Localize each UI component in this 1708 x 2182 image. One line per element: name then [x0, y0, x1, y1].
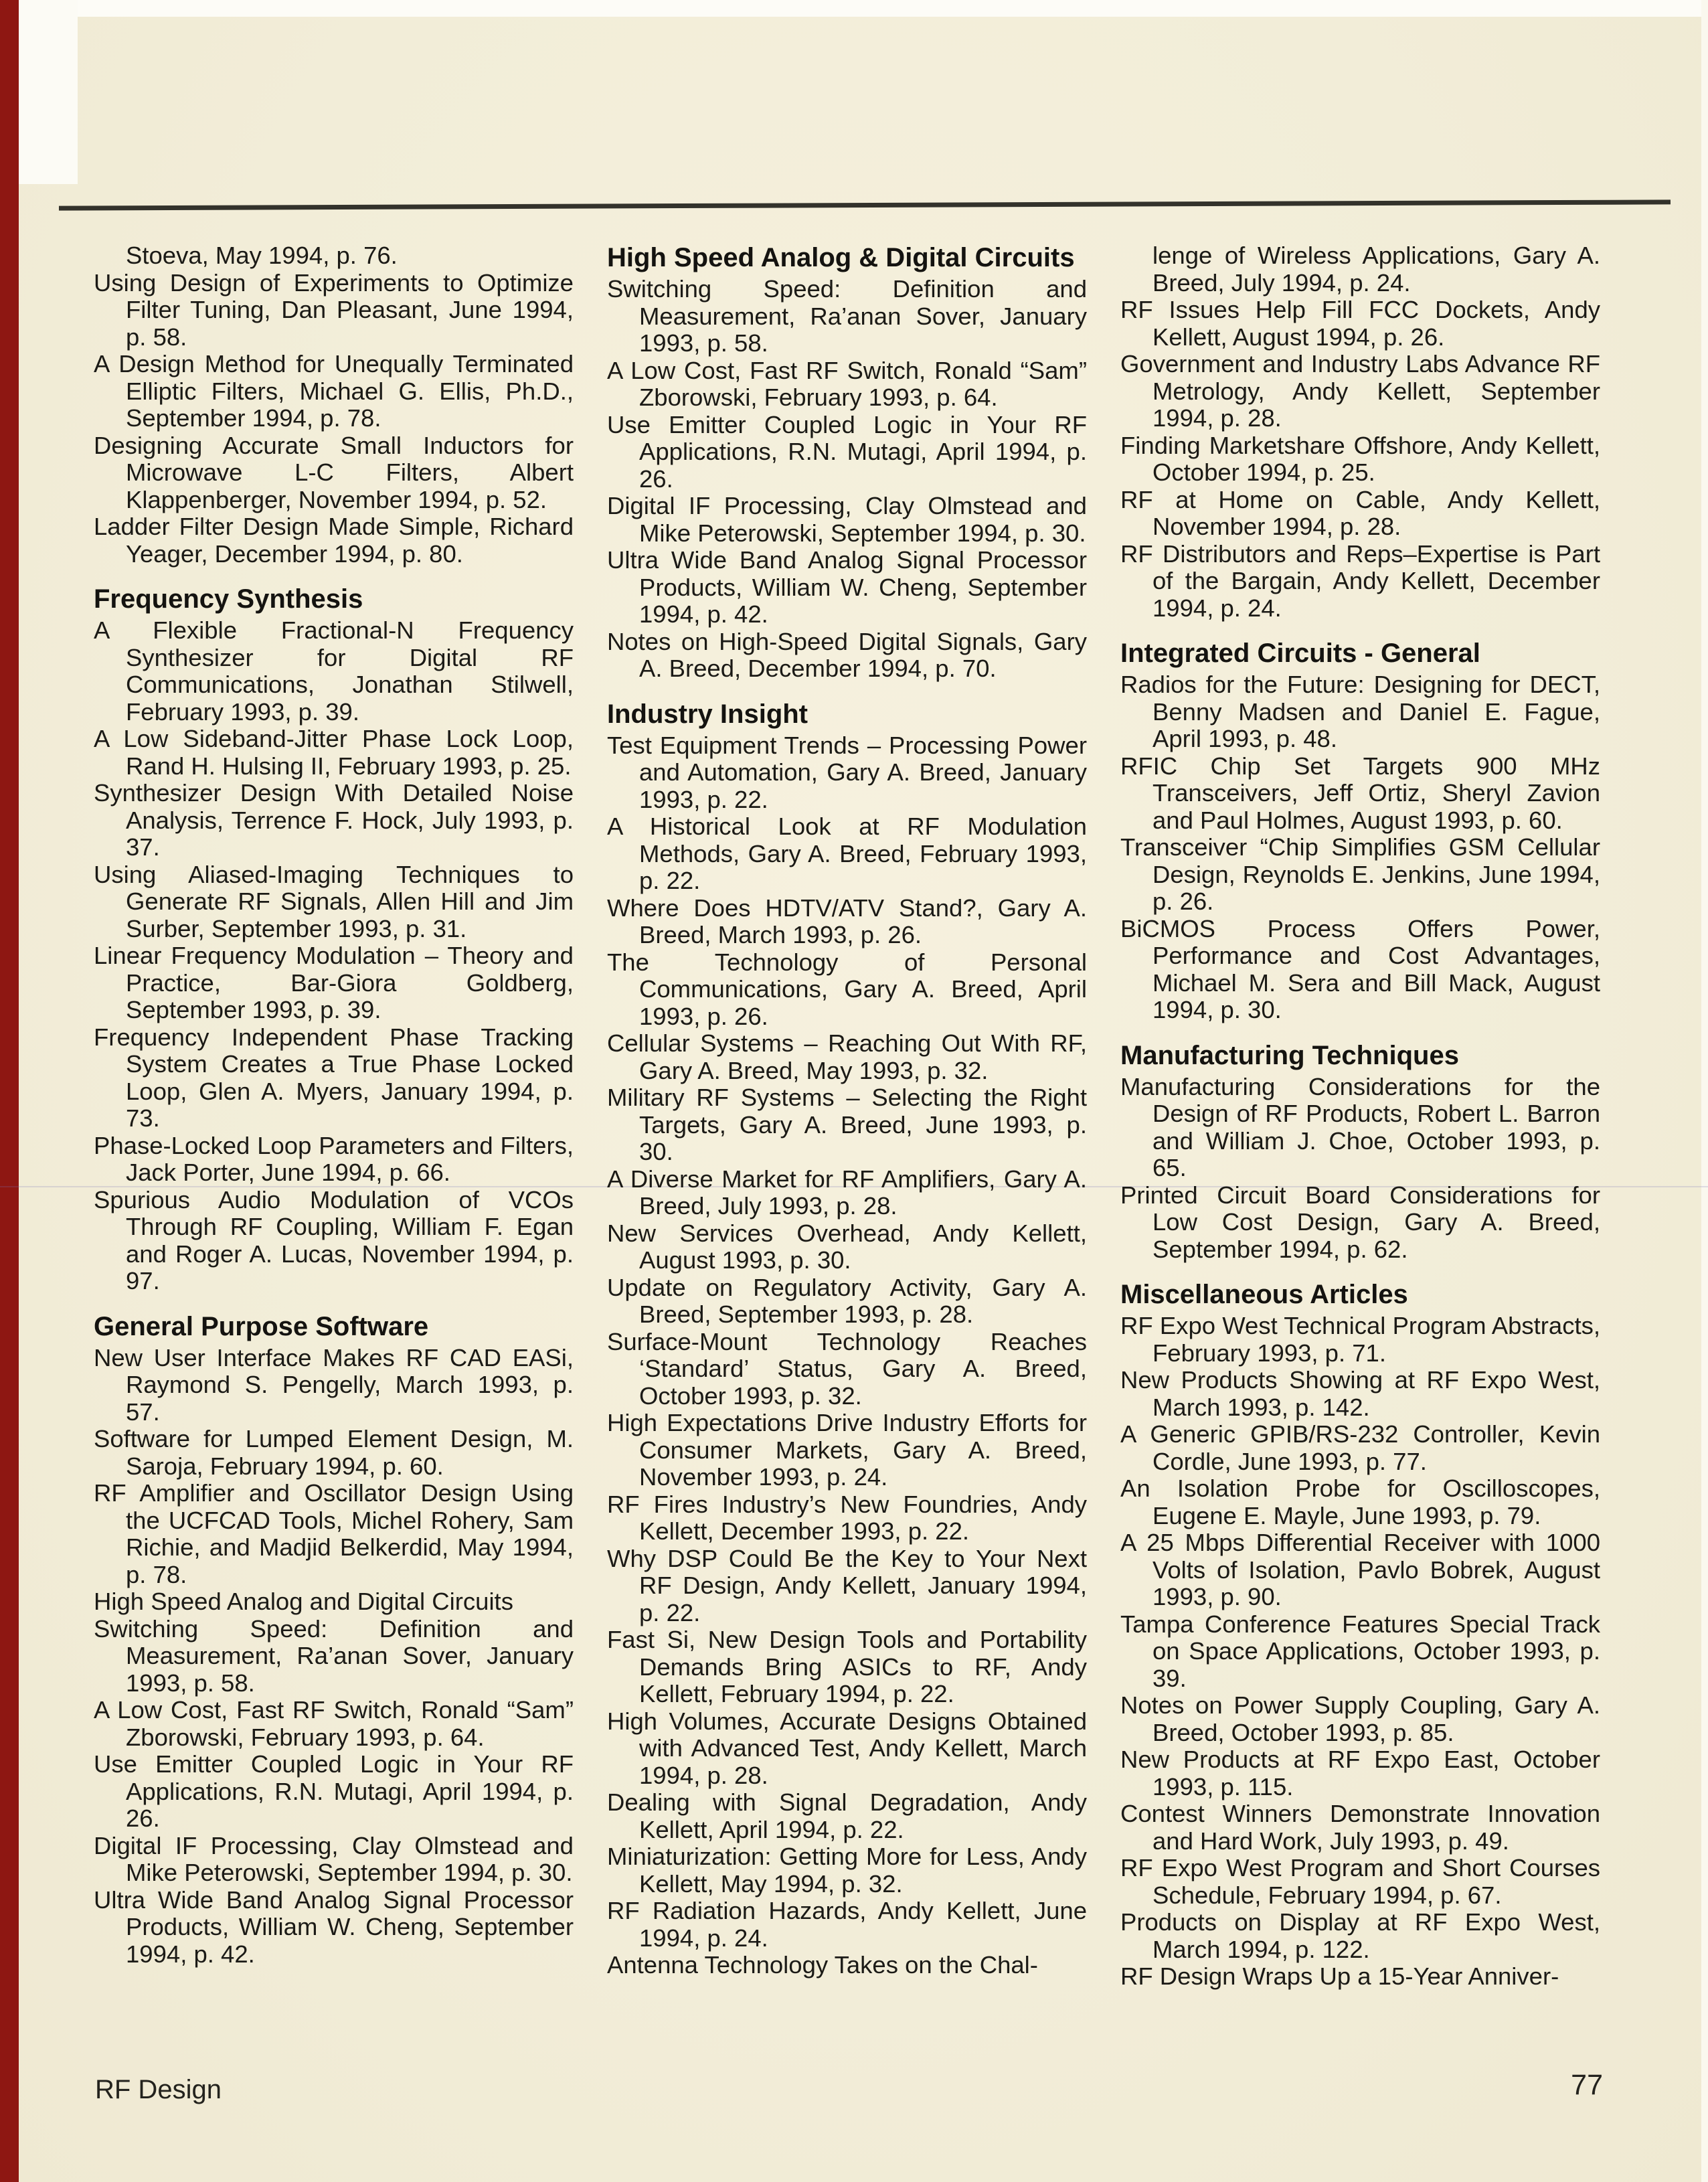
section-heading: Integrated Circuits - General [1120, 639, 1480, 668]
index-entry: Ultra Wide Band Analog Signal Processor Products, William W. Cheng, September 1994, p. 42. [607, 546, 1087, 628]
index-columns [94, 242, 1601, 1991]
footer-page-number: 77 [1571, 2069, 1603, 2101]
index-entry: RF Radiation Hazards, Andy Kellett, June 1994, p. 24. [607, 1897, 1087, 1952]
index-entry: Finding Marketshare Offshore, Andy Kellett, October 1994, p. 25. [1120, 431, 1600, 486]
section-heading: Frequency Synthesis [94, 584, 363, 614]
index-entry: Why DSP Could Be the Key to Your Next RF Design, Andy Kellett, January 1994, p. 22. [607, 1544, 1087, 1626]
index-entry: A Low Cost, Fast RF Switch, Ronald “Sam” Zborowski, February 1993, p. 64. [607, 356, 1087, 411]
index-entry: A Generic GPIB/RS-232 Controller, Kevin Cordle, June 1993, p. 77. [1120, 1420, 1600, 1475]
index-entry: Products on Display at RF Expo West, March 1994, p. 122. [1120, 1908, 1600, 1963]
scan-top-left-corner [19, 0, 78, 184]
index-entry: Where Does HDTV/ATV Stand?, Gary A. Breed, March 1993, p. 26. [607, 894, 1087, 948]
index-entry: High Speed Analog and Digital Circuits [94, 1588, 513, 1615]
index-entry: Manufacturing Considerations for the Design of RF Products, Robert L. Barron and William J. Choe, October 1993, p. 65. [1120, 1072, 1600, 1181]
index-entry: Tampa Conference Features Special Track on Space Applications, October 1993, p. 39. [1120, 1610, 1600, 1692]
index-entry: New User Interface Makes RF CAD EASi, Raymond S. Pengelly, March 1993, p. 57. [94, 1343, 574, 1426]
index-entry: Test Equipment Trends – Processing Power and Automation, Gary A. Breed, January 1993, p. 22. [607, 731, 1087, 813]
index-entry: Radios for the Future: Designing for DECT, Benny Madsen and Daniel E. Fague, April 1993, p. 48. [1120, 671, 1600, 752]
index-entry: Frequency Independent Phase Tracking System Creates a True Phase Locked Loop, Glen A. Myers, January 1994, p. 73. [94, 1023, 574, 1132]
index-entry: Military RF Systems – Selecting the Right Targets, Gary A. Breed, June 1993, p. 30. [607, 1084, 1087, 1165]
index-entry: Surface-Mount Technology Reaches ‘Standard’ Status, Gary A. Breed, October 1993, p. 32. [607, 1327, 1087, 1410]
index-entry: Antenna Technology Takes on the Chal- [607, 1951, 1038, 1979]
index-entry: High Volumes, Accurate Designs Obtained with Advanced Test, Andy Kellett, March 1994, p. 28. [607, 1707, 1087, 1789]
index-entry: Update on Regulatory Activity, Gary A. Breed, September 1993, p. 28. [607, 1273, 1087, 1328]
index-entry: RF Expo West Technical Program Abstracts, February 1993, p. 71. [1120, 1312, 1600, 1367]
index-entry: RF at Home on Cable, Andy Kellett, November 1994, p. 28. [1120, 485, 1600, 540]
index-entry: Using Design of Experiments to Optimize Filter Tuning, Dan Pleasant, June 1994, p. 58. [94, 268, 574, 351]
section-heading: General Purpose Software [94, 1311, 429, 1341]
index-entry: High Expectations Drive Industry Efforts for Consumer Markets, Gary A. Breed, November 1993, p. 24. [607, 1409, 1087, 1491]
scan-top-margin [19, 0, 1708, 17]
index-entry: BiCMOS Process Offers Power, Performance and Cost Advantages, Michael M. Sera and Bill Mack, August 1994, p. 30. [1120, 914, 1600, 1023]
index-entry: A Design Method for Unequally Terminated Elliptic Filters, Michael G. Ellis, Ph.D., September 1994, p. 78. [94, 350, 574, 432]
footer-journal-name: RF Design [95, 2075, 222, 2104]
scan-left-edge [0, 0, 19, 2182]
index-entry: RF Issues Help Fill FCC Dockets, Andy Kellett, August 1994, p. 26. [1120, 296, 1600, 351]
index-column-2 [607, 242, 1087, 1991]
header-rule-line [59, 199, 1671, 210]
section-heading: Manufacturing Techniques [1120, 1040, 1459, 1070]
index-entry: RF Amplifier and Oscillator Design Using the UCFCAD Tools, Michel Rohery, Sam Richie, and Madjid Belkerdid, May 1994, p. 78. [94, 1479, 574, 1588]
index-entry: A Low Sideband-Jitter Phase Lock Loop, Rand H. Hulsing II, February 1993, p. 25. [94, 725, 574, 780]
index-entry: Linear Frequency Modulation – Theory and Practice, Bar-Giora Goldberg, September 1993, p. 39. [94, 942, 574, 1023]
index-entry: A Diverse Market for RF Amplifiers, Gary A. Breed, July 1993, p. 28. [607, 1165, 1087, 1220]
index-entry: Fast Si, New Design Tools and Portability Demands Bring ASICs to RF, Andy Kellett, February 1994, p. 22. [607, 1626, 1087, 1707]
index-entry: New Products at RF Expo East, October 1993, p. 115. [1120, 1746, 1600, 1800]
index-entry: Designing Accurate Small Inductors for Microwave L-C Filters, Albert Klappenberger, November 1994, p. 52. [94, 431, 574, 513]
index-entry: Digital IF Processing, Clay Olmstead and Mike Peterowski, September 1994, p. 30. [94, 1831, 574, 1886]
index-entry: Miniaturization: Getting More for Less, Andy Kellett, May 1994, p. 32. [607, 1843, 1087, 1898]
index-entry: RF Expo West Program and Short Courses Schedule, February 1994, p. 67. [1120, 1854, 1600, 1909]
index-entry: Notes on High-Speed Digital Signals, Gary A. Breed, December 1994, p. 70. [607, 627, 1087, 682]
index-entry: Switching Speed: Definition and Measurement, Ra’anan Sover, January 1993, p. 58. [94, 1614, 574, 1697]
index-entry: Notes on Power Supply Coupling, Gary A. Breed, October 1993, p. 85. [1120, 1691, 1600, 1746]
index-entry: New Products Showing at RF Expo West, March 1993, p. 142. [1120, 1366, 1600, 1421]
index-entry: A 25 Mbps Differential Receiver with 1000 Volts of Isolation, Pavlo Bobrek, August 1993, p. 90. [1120, 1529, 1600, 1610]
index-entry: Dealing with Signal Degradation, Andy Kellett, April 1994, p. 22. [607, 1788, 1087, 1843]
section-heading: Industry Insight [607, 699, 808, 729]
index-entry: Use Emitter Coupled Logic in Your RF Applications, R.N. Mutagi, April 1994, p. 26. [94, 1750, 574, 1832]
index-entry: Transceiver “Chip Simplifies GSM Cellular Design, Reynolds E. Jenkins, June 1994, p. 26. [1120, 833, 1600, 915]
index-entry: Spurious Audio Modulation of VCOs Through RF Coupling, William F. Egan and Roger A. Lucas, November 1994, p. 97. [94, 1185, 574, 1294]
index-entry: Printed Circuit Board Considerations for Low Cost Design, Gary A. Breed, September 1994, p. 62. [1120, 1181, 1600, 1263]
index-entry: A Historical Look at RF Modulation Methods, Gary A. Breed, February 1993, p. 22. [607, 813, 1087, 894]
index-entry: Synthesizer Design With Detailed Noise Analysis, Terrence F. Hock, July 1993, p. 37. [94, 779, 574, 861]
index-entry: Software for Lumped Element Design, M. Saroja, February 1994, p. 60. [94, 1425, 574, 1480]
index-entry: Using Aliased-Imaging Techniques to Generate RF Signals, Allen Hill and Jim Surber, September 1993, p. 31. [94, 860, 574, 942]
index-entry: A Flexible Fractional-N Frequency Synthesizer for Digital RF Communications, Jonathan Stilwell, February 1993, p. 39. [94, 616, 574, 726]
entry-continuation: Stoeva, May 1994, p. 76. [126, 242, 398, 269]
scan-right-edge [1701, 0, 1708, 2182]
section-heading: High Speed Analog & Digital Circuits [607, 243, 1075, 272]
index-column-1 [94, 242, 574, 1991]
index-entry: Ultra Wide Band Analog Signal Processor Products, William W. Cheng, September 1994, p. 42. [94, 1885, 574, 1968]
entry-continuation: lenge of Wireless Applications, Gary A. Breed, July 1994, p. 24. [1152, 242, 1600, 297]
index-column-3 [1120, 242, 1600, 1991]
index-entry: Phase-Locked Loop Parameters and Filters, Jack Porter, June 1994, p. 66. [94, 1131, 574, 1186]
index-entry: RF Fires Industry’s New Foundries, Andy Kellett, December 1993, p. 22. [607, 1490, 1087, 1545]
index-entry: RFIC Chip Set Targets 900 MHz Transceivers, Jeff Ortiz, Sheryl Zavion and Paul Holmes, August 1993, p. 60. [1120, 752, 1600, 834]
index-entry: New Services Overhead, Andy Kellett, August 1993, p. 30. [607, 1219, 1087, 1274]
index-entry: Ladder Filter Design Made Simple, Richard Yeager, December 1994, p. 80. [94, 513, 574, 568]
index-entry: Digital IF Processing, Clay Olmstead and Mike Peterowski, September 1994, p. 30. [607, 492, 1087, 547]
section-heading: Miscellaneous Articles [1120, 1280, 1408, 1309]
index-entry: Contest Winners Demonstrate Innovation and Hard Work, July 1993, p. 49. [1120, 1800, 1600, 1855]
index-entry: Government and Industry Labs Advance RF Metrology, Andy Kellett, September 1994, p. 28. [1120, 350, 1600, 432]
index-entry: An Isolation Probe for Oscilloscopes, Eugene E. Mayle, June 1993, p. 79. [1120, 1475, 1600, 1529]
index-entry: RF Distributors and Reps–Expertise is Part of the Bargain, Andy Kellett, December 1994, p. 24. [1120, 539, 1600, 622]
index-entry: A Low Cost, Fast RF Switch, Ronald “Sam” Zborowski, February 1993, p. 64. [94, 1696, 574, 1751]
index-entry: The Technology of Personal Communications, Gary A. Breed, April 1993, p. 26. [607, 948, 1087, 1030]
index-entry: RF Design Wraps Up a 15-Year Anniver- [1120, 1962, 1559, 1990]
index-entry: Use Emitter Coupled Logic in Your RF Applications, R.N. Mutagi, April 1994, p. 26. [607, 410, 1087, 493]
index-entry: Switching Speed: Definition and Measurement, Ra’anan Sover, January 1993, p. 58. [607, 275, 1087, 357]
index-entry: Cellular Systems – Reaching Out With RF, Gary A. Breed, May 1993, p. 32. [607, 1029, 1087, 1084]
